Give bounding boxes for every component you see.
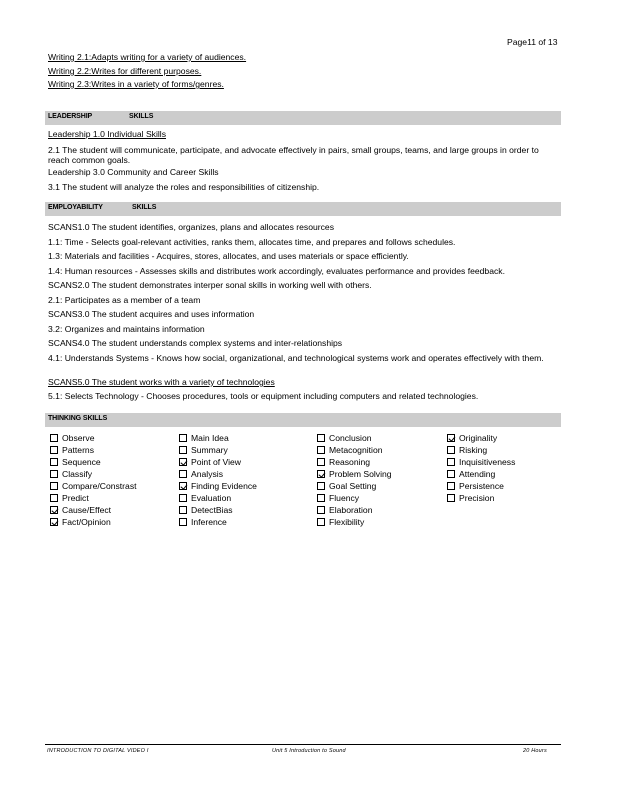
skill-label: Reasoning <box>329 457 371 467</box>
skill-checkbox[interactable] <box>317 446 325 454</box>
thinking-skill-item <box>317 444 392 456</box>
skill-label: Patterns <box>62 445 95 455</box>
skill-label: Elaboration <box>329 505 373 515</box>
thinking-skill-item <box>50 504 137 516</box>
employability-skills-header <box>45 202 561 216</box>
skill-label: Attending <box>459 469 496 479</box>
thinking-skill-item <box>317 432 392 444</box>
thinking-skill-item <box>447 456 515 468</box>
thinking-skill-item <box>50 492 137 504</box>
thinking-skill-item <box>179 456 257 468</box>
thinking-skill-item <box>50 456 137 468</box>
scans-1-1: 1.1: Time - Selects goal-relevant activities, ranks them, allocates time, and prepares and follows schedules. <box>48 237 456 247</box>
footer-unit: Unit 5 Introduction to Sound <box>272 748 346 754</box>
thinking-skill-item <box>447 492 515 504</box>
skill-label: Classify <box>62 469 93 479</box>
footer-course: INTRODUCTION TO DIGITAL VIDEO I <box>47 748 149 754</box>
thinking-skill-item <box>50 480 137 492</box>
thinking-skill-item <box>179 504 257 516</box>
writing-standard-2-3: Writing 2.3:Writes in a variety of forms/genres. <box>48 79 224 89</box>
thinking-skill-item <box>50 444 137 456</box>
skill-checkbox[interactable] <box>50 482 58 490</box>
skill-label: Point of View <box>191 457 242 467</box>
skill-checkbox[interactable] <box>447 470 455 478</box>
scans-1-0: SCANS1.0 The student identifies, organizes, plans and allocates resources <box>48 222 334 232</box>
scans-1-3: 1.3: Materials and facilities - Acquires, stores, allocates, and uses materials or space efficiently. <box>48 251 409 261</box>
thinking-skill-item <box>50 468 137 480</box>
thinking-skill-item <box>179 492 257 504</box>
scans-2-0: SCANS2.0 The student demonstrates interper sonal skills in working well with others. <box>48 280 372 290</box>
skill-label: Flexibility <box>329 517 365 527</box>
leadership-3-1-text: 3.1 The student will analyze the roles and responsibilities of citizenship. <box>48 182 320 192</box>
skill-checkbox[interactable] <box>317 494 325 502</box>
skill-label: Persistence <box>459 481 504 491</box>
thinking-skill-item <box>317 456 392 468</box>
thinking-skills-column-3 <box>317 432 392 528</box>
skill-label: Evaluation <box>191 493 232 503</box>
skill-label: Fluency <box>329 493 360 503</box>
skill-checkbox[interactable] <box>179 470 187 478</box>
skill-checkbox[interactable] <box>179 482 187 490</box>
thinking-skill-item <box>179 444 257 456</box>
skill-label: Problem Solving <box>329 469 392 479</box>
skill-label: Originality <box>459 433 498 443</box>
skill-label: Metacognition <box>329 445 383 455</box>
scans-4-0: SCANS4.0 The student understands complex systems and inter-relationships <box>48 338 343 348</box>
scans-3-2: 3.2: Organizes and maintains information <box>48 324 205 334</box>
skill-label: Inference <box>191 517 227 527</box>
thinking-skill-item <box>317 480 392 492</box>
writing-standard-2-2: Writing 2.2:Writes for different purposes. <box>48 66 202 76</box>
scans-5-0-title: SCANS5.0 The student works with a variety of technologies <box>48 377 275 387</box>
thinking-skills-column-1 <box>50 432 137 528</box>
scans-2-1: 2.1: Participates as a member of a team <box>48 295 201 305</box>
skill-checkbox[interactable] <box>447 494 455 502</box>
skill-checkbox[interactable] <box>317 470 325 478</box>
skill-label: Sequence <box>62 457 101 467</box>
skill-checkbox[interactable] <box>447 458 455 466</box>
leadership-skills-header <box>45 111 561 125</box>
skill-checkbox[interactable] <box>317 482 325 490</box>
thinking-skill-item <box>447 468 515 480</box>
thinking-skill-item <box>317 504 392 516</box>
employability-header-skills: SKILLS <box>132 204 157 211</box>
skill-label: Fact/Opinion <box>62 517 111 527</box>
skill-label: Conclusion <box>329 433 372 443</box>
leadership-2-1-text: 2.1 The student will communicate, participate, and advocate effectively in pairs, small groups, teams, and large groups in order to reach common goals. <box>48 145 539 165</box>
page-number: Page11 of 13 <box>507 37 558 47</box>
skill-label: Summary <box>191 445 228 455</box>
skill-checkbox[interactable] <box>179 518 187 526</box>
leadership-header-skills: SKILLS <box>129 113 154 120</box>
scans-3-0: SCANS3.0 The student acquires and uses information <box>48 309 255 319</box>
employability-header-label: EMPLOYABILITY <box>48 204 103 211</box>
skill-checkbox[interactable] <box>317 506 325 514</box>
skill-checkbox[interactable] <box>50 434 58 442</box>
skill-label: Compare/Constrast <box>62 481 137 491</box>
footer-rule <box>45 744 561 745</box>
thinking-skill-item <box>179 432 257 444</box>
thinking-header-label: THINKING SKILLS <box>48 415 108 422</box>
scans-5-1: 5.1: Selects Technology - Chooses procedures, tools or equipment including computers and related technologies. <box>48 391 479 401</box>
skill-checkbox[interactable] <box>317 434 325 442</box>
leadership-header-label: LEADERSHIP <box>48 113 93 120</box>
skill-label: Precision <box>459 493 495 503</box>
thinking-skills-column-4 <box>447 432 515 504</box>
skill-checkbox[interactable] <box>447 446 455 454</box>
skill-checkbox[interactable] <box>179 506 187 514</box>
thinking-skill-item <box>179 468 257 480</box>
skill-label: Analysis <box>191 469 223 479</box>
skill-label: Risking <box>459 445 488 455</box>
skill-checkbox[interactable] <box>447 482 455 490</box>
thinking-skill-item <box>317 516 392 528</box>
skill-label: Predict <box>62 493 89 503</box>
thinking-skill-item <box>317 468 392 480</box>
scans-1-4: 1.4: Human resources - Assesses skills and distributes work accordingly, evaluates performance and provides feedback. <box>48 266 505 276</box>
thinking-skill-item <box>50 432 137 444</box>
scans-4-1: 4.1: Understands Systems - Knows how social, organizational, and technological systems work and operates effectively with them. <box>48 353 544 363</box>
skill-checkbox[interactable] <box>179 494 187 502</box>
skill-checkbox[interactable] <box>447 434 455 442</box>
skill-label: Goal Setting <box>329 481 377 491</box>
leadership-1-title: Leadership 1.0 Individual Skills <box>48 129 166 139</box>
footer-hours: 20 Hours <box>523 748 547 754</box>
thinking-skill-item <box>317 492 392 504</box>
thinking-skill-item <box>179 480 257 492</box>
skill-checkbox[interactable] <box>179 458 187 466</box>
skill-label: Observe <box>62 433 95 443</box>
thinking-skill-item <box>447 432 515 444</box>
skill-checkbox[interactable] <box>50 470 58 478</box>
thinking-skills-column-2 <box>179 432 257 528</box>
skill-checkbox[interactable] <box>50 458 58 466</box>
skill-checkbox[interactable] <box>317 518 325 526</box>
skill-label: Cause/Effect <box>62 505 112 515</box>
skill-checkbox[interactable] <box>179 446 187 454</box>
skill-label: Inquisitiveness <box>459 457 516 467</box>
thinking-skills-header <box>45 413 561 427</box>
leadership-3-title: Leadership 3.0 Community and Career Skills <box>48 167 219 177</box>
skill-checkbox[interactable] <box>317 458 325 466</box>
skill-checkbox[interactable] <box>179 434 187 442</box>
skill-checkbox[interactable] <box>50 506 58 514</box>
skill-label: Finding Evidence <box>191 481 257 491</box>
skill-checkbox[interactable] <box>50 518 58 526</box>
thinking-skill-item <box>179 516 257 528</box>
skill-label: DetectBias <box>191 505 233 515</box>
skill-checkbox[interactable] <box>50 494 58 502</box>
skill-label: Main Idea <box>191 433 229 443</box>
thinking-skill-item <box>447 444 515 456</box>
thinking-skill-item <box>50 516 137 528</box>
writing-standard-2-1: Writing 2.1:Adapts writing for a variety of audiences. <box>48 52 247 62</box>
thinking-skill-item <box>447 480 515 492</box>
skill-checkbox[interactable] <box>50 446 58 454</box>
